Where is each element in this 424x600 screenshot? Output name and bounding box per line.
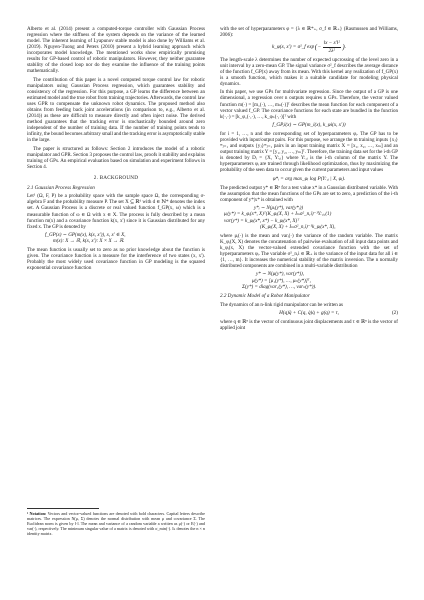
prediction-line-1: y*ᵢ ∼ N(μᵢ(y*), var(y*ᵢ)) <box>254 205 304 212</box>
intro-paragraph-1: Alberto et al. (2014) present a computed-torque controller with Gaussian Process regression where the stiffness of the system depends on the variance of the learned model. The inherent learning of Lyapunov stable model is also done by Williams et al. (2019). Nguyen-Tuong and Peters (2010) present a hybrid learning approach which incorporates model knowledge. The mentioned works show empirically promising results for GP-based control of robotic manipulators. However, they neither guarantee stability of the closed loop nor do they examine the influence of the training points mathematically. <box>27 26 205 75</box>
prediction-line-2: μᵢ(y*) = k_φᵢ(x*, X)ᵀ(K_φᵢ(X, X) + Iₘσ²_n,i)⁻¹Y:,ᵢ,(1) <box>224 211 332 218</box>
gp-definition-line-2: m(x): X → ℝ, k(x, x'): X × X → ℝ. <box>53 238 125 245</box>
kernel-close-paren: ) <box>342 43 345 52</box>
hyperparameter-optimization-equation: φ*ᵢ = arg max_φᵢ log P(Y:,ᵢ | X, φᵢ). <box>272 175 346 182</box>
kernel-period: . <box>344 44 347 51</box>
footnote <box>27 511 205 536</box>
prediction-line-4: (K_φᵢ(X, X) + Iₘσ²_n,i)⁻¹k_φᵢ(x*, X), <box>260 224 336 230</box>
footnote-label: ¹ Notation: <box>27 511 47 516</box>
multivariate-line-1: y* ∼ N(μ(y*), var(y*)), <box>256 271 304 278</box>
dynamics-intro-paragraph: The dynamics of an n-link rigid manipulator can be written as <box>220 301 344 308</box>
multivariate-equations <box>220 271 398 290</box>
kernel-minus: − <box>317 44 322 51</box>
hyperparameter-paragraph: with the set of hyperparameters φ = {λ ∈ ℝ*₊, σ_f ∈ ℝ₊} (Rasmussen and Williams, 2006): <box>220 26 398 39</box>
left-column <box>27 26 205 274</box>
kernel-lhs: k_φ(x, x') = σ²_f exp <box>271 44 315 51</box>
prediction-paragraph: The predicted output y* ∈ ℝⁿ for a test value x* in a Gaussian distributed variable. With the assumption that the mean functions of the GPs are set to zero, a prediction of the i-th component of y*|x* is obtained with <box>220 184 398 203</box>
training-paragraph: for i = 1, …, n and the corresponding set of hyperparameters φᵢ. The GP has to be provided with input/output pairs. For this purpose, we arrange the m training inputs {xⱼ}ᵐⱼ₌₁ and outputs {yⱼ}ᵐⱼ₌₁ pairs in an input training matrix X = [x₁, x₂, …, xₘ] and an output training matrix Y = [y₁, y₂, …, yₘ]ᵀ. Therefore, the training data set for the i-th GP is denoted by Dᵢ = {X, Y:,ᵢ} where Y:,ᵢ is the i-th column of the matrix Y. The hyperparameters φᵢ are trained through likelihood optimization, thus by maximizing the probability of the seen data to occur given the current parameters and input values <box>220 130 398 174</box>
gpr-paragraph-2: The mean function is usually set to zero as no prior knowledge about the function is given. The covariance function is a measure for the interference of two states (x, x'). Probably the most widely used covariance function in GP modeling is the squared exponential covariance function <box>27 247 205 272</box>
fgp-component-equation: f_GP,i(x) ∼ GP(m_i(x), k_φi(x, x')) <box>272 122 346 129</box>
gpr-paragraph-1: Let¹ (Ω, F, P) be a probability space with the sample space Ω, the corresponding σ-algebra F and the probability measure P. The set X ⊆ ℝᵈ with d ∈ ℕ* denotes the index set. A Gaussian Process is a discrete or real valued function f_GP(x, ω) which is a measurable function of ω ∈ Ω with x ∈ X. The process is fully described by a mean function m(x) and a covariance function k(x, x') since it is Gaussian distributed for any fixed x. The GP is denoted by <box>27 193 205 230</box>
right-column <box>220 26 398 334</box>
subsection-title-gpr: 2.1 Gaussian Process Regression <box>27 184 95 191</box>
multivariate-paragraph: In this paper, we use GPs for multivariate regression. Since the output of a GP is one dimensional, a regression over n outputs requires n GPs. Therefore, the vector valued function m(·) = [m₁(·), …, mₙ(·)]ᵀ describes the mean function for each component of a vector valued f_GP. The covariance functions for each state are bundled in the function k(·,·) = [k_φ₁(·,·), …, k_φₙ(·,·)]ᵀ with <box>220 89 398 120</box>
dynamics-equation <box>220 310 398 316</box>
footnote-text <box>27 511 205 536</box>
subsection-title-robot-dynamics: 2.2 Dynamic Model of a Robot Manipulator <box>220 293 310 300</box>
kernel-equation <box>220 40 398 54</box>
prediction-equations <box>220 205 398 230</box>
intro-paragraph-3: The paper is structured as follows: Section 2 introduces the model of a robotic manipulator and GPR. Section 3 proposes the control law, proofs it stability and explains training of GPs. An empirical evaluation based on simulation and experiment follows in Section 4. <box>27 145 205 170</box>
gp-definition-equation <box>27 232 205 245</box>
variance-paragraph: where μᵢ(·) is the mean and varᵢ(·) the variance of the random variable. The matrix K_φᵢ(X, X) denotes the concatenation of pairwise evaluation of all input data points and k_φᵢ(x, X) the vector-valued extended covariance function with the set of hyperparameters φᵢ. The variable σ²_n,i ∈ ℝ₊ is the variance of the input data for all i ∈ {1, …, m}. It increases the numerical stability of the matrix inversion. The n normally distributed components are combined in a multi-variable distribution <box>220 232 398 270</box>
gp-definition-line-1: f_GP(x) ∼ GP(m(x), k(x, x')), x, x' ∈ X, <box>45 232 126 239</box>
intro-paragraph-2: The contribution of this paper is a novel computed torque control law for robotic manipulators using Gaussian Process regression, which guarantees stability and consistency of the regression. For this purpose, a GP learns the difference between an estimated model and the true robot from training trajectories. Afterwards, the control law uses GPR to compensate the unknown robot dynamics. The proposed method also obtains from feeding back joint accelerations (in comparison to, e.g., Alberto et al. (2014)) as these are difficult to measure directly and often inject noise. The derived method guarantees that the tracking error is stochastically bounded around zero independent of the number of training data. If the number of training points tends to infinity, the bound becomes arbitrary small and the tracking error is asymptotically stable in the large. <box>27 76 205 144</box>
length-scale-paragraph: The length-scale λ determines the number of expected upcrossing of the level zero in a unit interval by a zero-mean GP. The signal variance σ²_f describes the average distance of the function f_GP(x) away from its mean. With this kernel any realization of f_GP(x) is a smooth function, which makes it a suitable candidate for modeling physical dynamics. <box>220 56 398 87</box>
multivariate-line-3: Σ(y*) = diag(var₁(y*), …, varₙ(y*)). <box>242 284 317 291</box>
multivariate-line-2: μ(y*) = [μ₁(y*), …, μₙ(y*)]ᵀ, <box>252 277 311 284</box>
section-title-background: 2. BACKGROUND <box>93 175 139 182</box>
footnote-separator <box>27 508 99 509</box>
kernel-fraction <box>323 40 341 54</box>
joint-definition-paragraph: where q ∈ ℝⁿ is the vector of continuous joint displacements and τ ∈ ℝⁿ is the vector of applied joint <box>220 319 398 332</box>
dynamics-equation-body: H(q)q̈ + C(q, q̇)q̇ + g(q) = τ, <box>279 310 339 317</box>
prediction-line-3: var(y*) = k_φᵢ(x*, x*) − k_φᵢ(x*, X)ᵀ <box>224 217 300 224</box>
kernel-open-paren: ( <box>314 43 318 52</box>
kernel-denominator: 2λ² <box>328 47 335 54</box>
dynamics-equation-number: (2) <box>391 310 398 317</box>
footnote-body: Vectors and vector-valued functions are denoted with bold characters. Capital letters describe matrices. The expression N(μ, Σ) denotes the normal distribution with mean μ and covariance Σ. The Euclidean norm is given by ‖·‖. The mean and variance of a random variable a written as μ(·) or E(·) and var(·), respectively. The minimum singular value of a matrix is denoted with σ_min(·). Iₙ denotes the n × n identity matrix. <box>27 511 205 537</box>
kernel-numerator: ‖x − x'‖² <box>323 40 340 47</box>
